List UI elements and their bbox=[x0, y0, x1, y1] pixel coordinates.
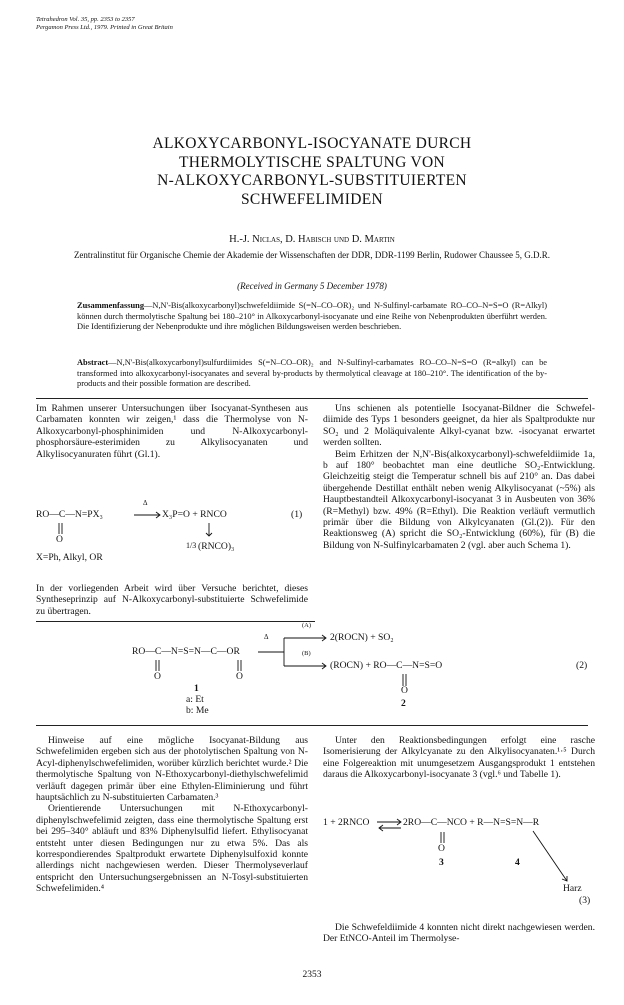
eq2-delta: Δ bbox=[264, 633, 269, 641]
eq1-trimer: (RNCO)₃ bbox=[198, 541, 235, 552]
eq3-label-3: 3 bbox=[439, 857, 444, 868]
eq2-product-a: 2(ROCN) + SO₂ bbox=[330, 632, 394, 643]
left-paragraph-1: Im Rahmen unserer Untersuchungen über Isocyanat-Synthesen aus Carbamaten konnten wir zeigen,¹ dass die Thermolyse von N-Alkoxycarbonyl-phosphinimiden und N-Alkoxycarbonyl-phosphorsäure-esterimiden zu Alkylisocyanaten und Alkylisocyanuraten führt (Gl.1). bbox=[36, 403, 308, 460]
equation-1 bbox=[36, 499, 308, 570]
left-column-body bbox=[36, 735, 308, 895]
right-paragraph-1: Uns schienen als potentielle Isocyanat-Bildner die Schwefel-diimide des Typs 1 besonders geeignet, da hier als Spaltprodukte nur SO₂ und 2 Moläquivalente Alkyl-cyanat bzw. -isocyanat erwartet werden sollten. bbox=[323, 403, 595, 449]
eq2-number: (2) bbox=[576, 660, 588, 671]
eq3-o: O bbox=[438, 843, 445, 854]
journal-line: Tetrahedron Vol. 35, pp. 2353 to 2357 bbox=[36, 16, 135, 23]
eq2-label-2: 2 bbox=[401, 698, 406, 709]
right-paragraph-4: Die Schwefeldiimide 4 konnten nicht direkt nachgewiesen werden. Der EtNCO-Anteil im Thermolyse- bbox=[323, 922, 595, 945]
eq3-harz: Harz bbox=[563, 883, 582, 894]
page-number: 2353 bbox=[302, 970, 322, 980]
abstract-german bbox=[77, 301, 547, 333]
abstract-english-text: —N,N'-Bis(alkoxycarbonyl)sulfurdiimides S(=N–CO–OR)₂ and N-Sulfinyl-carbamates RO–CO–N=S=O (R=alkyl) can be transformed into alkoxycarbonyl-isocyanates and several by-products by thermolytical cleavage at 180–210°. The identification of the by-products and their possible formation are described. bbox=[77, 358, 547, 389]
eq3-reactants: 1 + 2RNCO bbox=[323, 817, 370, 828]
eq2-path-b: (B) bbox=[302, 650, 311, 657]
publisher-line: Pergamon Press Ltd., 1979. Printed in Great Britain bbox=[36, 24, 173, 31]
received-date: (Received in Germany 5 December 1978) bbox=[237, 281, 387, 291]
eq1-reactant: RO—C—N=PX₃ bbox=[36, 509, 103, 520]
eq2-path-a: (A) bbox=[302, 622, 312, 629]
left-paragraph-4: Orientierende Untersuchungen mit N-Ethoxycarbonyl-diphenylschwefelimid zeigten, dass eine thermolytische Spaltung erst bei 295–340° abläuft und 83% Diphenylsulfid liefert. Ethylisocyanat entsteht unter diesen Bedingungen nur zu etwa 5%. Das als korrespondierendes Spaltprodukt erwartete Diphenylsulfoxid konnte allerdings nicht nachgewiesen werden. Dieser Thermolyseverlauf entspricht den Untersuchungsergebnissen an N-Tosyl-substituierten Schwefelimiden.⁴ bbox=[36, 803, 308, 895]
eq2-label-1: 1 bbox=[194, 683, 199, 694]
eq2-o-left: O bbox=[154, 671, 161, 682]
equation-3 bbox=[323, 805, 595, 905]
equation-2 bbox=[36, 622, 596, 726]
abstract-german-text: —N,N'-Bis(alkoxycarbonyl)schwefeldiimide S(=N–CO–OR)₂ und N-Sulfinyl-carbamate RO–CO–N=S=O (R=Alkyl) können durch thermolytische Spaltung bei 180–210° in Alkoxycarbonyl-isocyanate und eine Reihe von Nebenprodukten überführt werden. Die Identifizierung der Nebenprodukte und ihre möglichen Bildungsweisen werden beschrieben. bbox=[77, 301, 547, 332]
journal-header bbox=[36, 16, 173, 32]
right-column-body bbox=[323, 735, 595, 781]
eq1-carbonyl-o: O bbox=[56, 534, 63, 545]
abstract-english-label: Abstract bbox=[77, 358, 109, 367]
eq3-number: (3) bbox=[579, 895, 591, 906]
left-paragraph-2: In der vorliegenden Arbeit wird über Versuche berichtet, dieses Syntheseprinzip auf N-Alkoxycarbonyl-substituierte Schwefelimide zu übertragen. bbox=[36, 583, 308, 617]
scheme-bottom-rule bbox=[36, 725, 588, 726]
title-line-4: SCHWEFELIMIDEN bbox=[241, 190, 383, 208]
affiliation: Zentralinstitut für Organische Chemie der Akademie der Wissenschaften der DDR, DDR-1199 Berlin, Rudower Chaussee 5, G.D.R. bbox=[73, 250, 551, 260]
eq2-product-b: (ROCN) + RO—C—N=S=O bbox=[330, 660, 443, 671]
eq1-delta: Δ bbox=[143, 499, 148, 507]
eq2-bonds bbox=[36, 626, 596, 726]
scheme-top-rule bbox=[36, 621, 315, 622]
eq1-x-definition: X=Ph, Alkyl, OR bbox=[36, 552, 103, 563]
title-line-1: ALKOXYCARBONYL-ISOCYANATE DURCH bbox=[152, 135, 472, 152]
eq3-label-4: 4 bbox=[515, 857, 520, 868]
right-column-tail bbox=[323, 922, 595, 945]
abstract-divider bbox=[36, 398, 588, 399]
eq1-number: (1) bbox=[291, 509, 303, 520]
eq2-o-product: O bbox=[401, 685, 408, 696]
abstract-english bbox=[77, 358, 547, 390]
title-line-2: THERMOLYTISCHE SPALTUNG VON bbox=[178, 153, 446, 171]
authors: H.-J. Niclas, D. Habisch und D. Martin bbox=[229, 234, 395, 245]
eq2-o-right: O bbox=[236, 671, 243, 682]
paper-title bbox=[0, 135, 624, 209]
right-paragraph-2: Beim Erhitzen der N,N'-Bis(alkoxycarbonyl)-schwefeldiimide 1a, b auf 180° beobachtet man eine deutliche SO₂-Entwicklung. Gleichzeitig steigt die Temperatur schnell bis auf 210° an. Das dabei übergehende Destillat enthält neben wenig Alkylisocyanat (~5%) als Hauptbestandteil Alkoxycarbonyl-isocyanat 3 in Ausbeuten von 36% (R=Methyl) bzw. 49% (R=Ethyl). Die Reaktion verläuft vermutlich primär über die Bildung von Alkylcyanaten (Gl.(2)). Für den Reaktionsweg (A) spricht die SO₂-Entwicklung (60%), für (B) die Bildung von N-Sulfinylcarbamaten 2 (vgl. aber auch Schema 1). bbox=[323, 448, 595, 551]
eq2-reactant: RO—C—N=S=N—C—OR bbox=[132, 646, 240, 657]
left-column-intro-2 bbox=[36, 583, 308, 617]
left-column-intro bbox=[36, 403, 308, 460]
left-paragraph-3: Hinweise auf eine mögliche Isocyanat-Bildung aus Schwefelimiden ergeben sich aus der photolytischen Spaltung von N-Acyl-diphenylschwefelimiden, worüber kürzlich berichtet wurde.² Die thermolytische Spaltung von N-Ethoxycarbonyl-diethylschwefelimid verläuft dagegen primär über eine Ethylen-Eliminierung und führt hauptsächlich zu N-substituierten Carbamaten.³ bbox=[36, 735, 308, 804]
eq3-products: 2RO—C—NCO + R—N=S=N—R bbox=[403, 817, 540, 828]
eq2-sub-b: b: Me bbox=[186, 705, 209, 716]
eq1-third: 1/3 bbox=[186, 541, 197, 550]
right-paragraph-3: Unter den Reaktionsbedingungen erfolgt eine rasche Isomerisierung der Alkylcyanate zu den Alkylisocyanaten.¹·⁵ Durch eine Folgereaktion mit unumgesetzem Ausgangsprodukt 1 entstehen daraus die Alkoxycarbonyl-isocyanate 3 (vgl.⁶ und Tabelle 1). bbox=[323, 735, 595, 781]
eq2-sub-a: a: Et bbox=[186, 694, 204, 705]
title-line-3: N-ALKOXYCARBONYL-SUBSTITUIERTEN bbox=[157, 172, 467, 189]
eq1-products: X₃P=O + RNCO bbox=[162, 509, 227, 520]
right-column-intro bbox=[323, 403, 595, 551]
abstract-german-label: Zusammenfassung bbox=[77, 301, 145, 310]
